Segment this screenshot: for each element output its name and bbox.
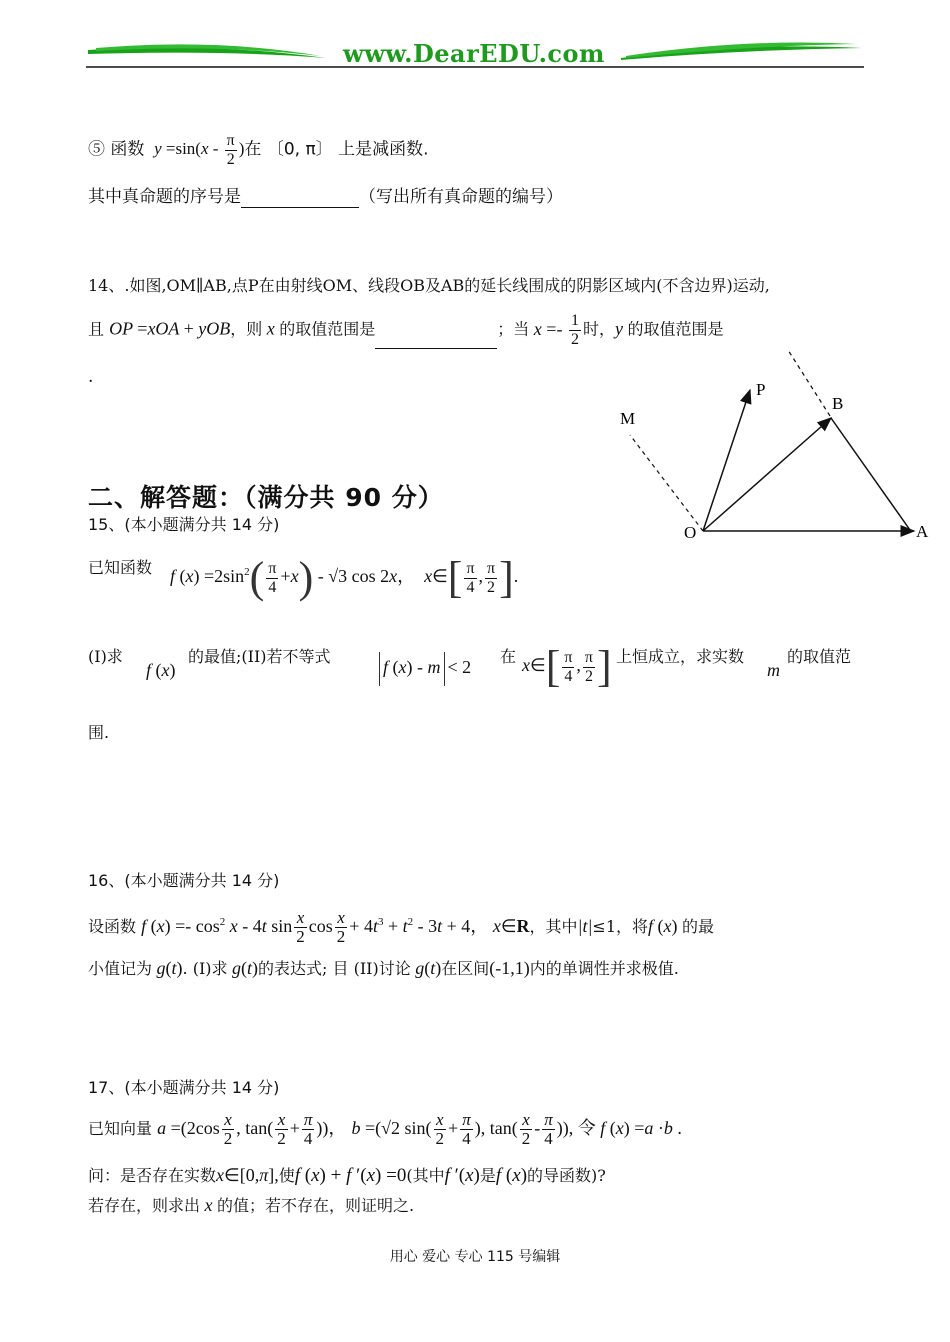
q16-line2 bbox=[88, 957, 679, 980]
q15-var-m: m bbox=[767, 660, 780, 680]
q17-line2 bbox=[88, 1164, 606, 1187]
footer: 用心 爱心 专心 115 号编辑 bbox=[389, 1249, 561, 1265]
q17-fx: f (x) bbox=[495, 1165, 528, 1186]
q17-vector-a: a =(2cos $\frac{x}{2}$ , tan( $\frac{x}{2}$ + $\frac{\pi}{4}$ ))， bbox=[157, 1110, 347, 1149]
q13-item5-prefix: ⑤ 函数 bbox=[88, 139, 145, 160]
q16-cond3: 的最 bbox=[682, 917, 715, 936]
q13-answer-prompt: 其中真命题的序号是 bbox=[88, 187, 241, 207]
q13-formula: y =sin(x - $\frac{\pi}{2}$ ) bbox=[149, 132, 245, 168]
q16-line2c: 的表达式; 目 (II)讨论 bbox=[258, 959, 411, 978]
q13-answer-line bbox=[88, 186, 563, 208]
q17-header: 17、(本小题满分共 14 分) bbox=[88, 1078, 280, 1097]
q16-gt-2: g(t) bbox=[227, 958, 259, 978]
ray-om bbox=[630, 435, 703, 531]
q14-text-a: 且 bbox=[88, 319, 105, 339]
q15-part1e: 的取值范 bbox=[787, 647, 852, 666]
q16-line1 bbox=[88, 902, 714, 947]
q15-part1d: 上恒成立，求实数 bbox=[616, 647, 745, 666]
q15-part1b: 的最值;(II)若不等式 bbox=[188, 647, 331, 666]
q17-vector-b: b =(√2 sin( $\frac{x}{2}$ + $\frac{\pi}{4}$ ), tan( $\frac{x}{2}$ - $\frac{\pi}{4}$ )), 令 f (x) =a ·b . bbox=[351, 1110, 682, 1149]
q15-interval: x∈[ $\frac{\pi}{4}$ , $\frac{\pi}{2}$ ] bbox=[522, 642, 612, 691]
label-b: B bbox=[832, 394, 844, 413]
q16-line2b: . (I)求 bbox=[182, 959, 228, 978]
q14-text-c: 的取值范围是 bbox=[279, 319, 376, 339]
section2-title: 二、解答题：（满分共 90 分） bbox=[88, 483, 444, 512]
q16-header: 16、(本小题满分共 14 分) bbox=[88, 871, 280, 890]
q16-cond2: ≤1，将 bbox=[592, 917, 649, 936]
extension-ab bbox=[788, 350, 830, 416]
q14-text-b: ，则 bbox=[230, 319, 263, 339]
q16-function-formula: f $(x) =- \cos^2 x - 4t$ sin $\frac{x}{2}$ cos $\frac{x}{2}$ + $4t^3 + t^2 - 3t + 4$， x∈R bbox=[141, 908, 530, 947]
q13-answer-note: （写出所有真命题的编号） bbox=[359, 187, 563, 207]
q14-text-f: 的取值范围是 bbox=[627, 319, 724, 339]
q16-given: 设函数 bbox=[88, 917, 137, 936]
q17-line3b: 的值；若不存在，则证明之. bbox=[217, 1196, 415, 1215]
q16-cond: ，其中 bbox=[529, 917, 578, 936]
q17-line3: 若存在，则求出 bbox=[88, 1196, 201, 1215]
q17-line2c: (其中 bbox=[406, 1166, 445, 1185]
q16-gt-3: g(t) bbox=[410, 958, 442, 978]
q14-var-y: y bbox=[614, 318, 628, 339]
q15-header: 15、(本小题满分共 14 分) bbox=[88, 515, 280, 534]
q14-text-d: ；当 bbox=[497, 319, 530, 339]
q14-diagram bbox=[600, 340, 940, 560]
q15-fx: f (x) bbox=[146, 660, 176, 680]
q15-part1: (I)求 bbox=[88, 647, 123, 666]
q17-var-x: x bbox=[200, 1195, 218, 1215]
q17-fprime: f ′(x) bbox=[444, 1165, 480, 1186]
q16-line2d: 在区间 bbox=[441, 959, 490, 978]
q17-given: 已知向量 bbox=[88, 1119, 153, 1138]
q13-item5 bbox=[88, 132, 429, 169]
q16-line2a: 小值记为 bbox=[88, 959, 153, 978]
q16-fx: f (x) bbox=[648, 916, 678, 936]
q15-part1c: 在 bbox=[500, 647, 517, 666]
q15-parts bbox=[88, 646, 123, 668]
q15-given-text: 已知函数 bbox=[88, 558, 153, 577]
q17-line3 bbox=[88, 1194, 414, 1217]
q13-answer-blank[interactable] bbox=[241, 207, 359, 208]
header-banner bbox=[86, 36, 864, 72]
q14-var-x: x bbox=[262, 318, 280, 339]
site-logo: www.DearEDU.com bbox=[343, 39, 605, 68]
segment-ba bbox=[831, 418, 910, 530]
q17-equation: f (x) + f ′(x) =0 bbox=[294, 1165, 407, 1186]
label-o: O bbox=[684, 523, 697, 542]
q16-line2e: 内的单调性并求极值. bbox=[529, 959, 679, 978]
q15-tail: 围. bbox=[88, 723, 110, 742]
q14-text-e: 时， bbox=[582, 319, 615, 339]
q17-x-domain: x∈[0,π], bbox=[216, 1165, 279, 1185]
q15-given bbox=[88, 557, 152, 579]
q16-abs-t: |t| bbox=[577, 916, 593, 936]
q17-line2d: 是 bbox=[479, 1166, 496, 1185]
q14-x-value: x =- $\frac{1}{2}$ bbox=[529, 312, 579, 348]
label-p: P bbox=[756, 380, 766, 399]
q15-inequality: f (x) - m < 2 bbox=[376, 652, 471, 686]
label-m: M bbox=[620, 409, 636, 428]
q14-blank-1[interactable] bbox=[375, 348, 497, 349]
q17-line1 bbox=[88, 1108, 682, 1149]
q14-vector-eq: OP =xOA + yOB bbox=[109, 318, 231, 339]
q16-interval: (-1,1) bbox=[489, 958, 530, 978]
q14-line1: 14、.如图,OM∥AB,点P在由射线OM、线段OB及AB的延长线围成的阴影区域内(不含边界)运动, bbox=[88, 276, 770, 295]
label-a: A bbox=[916, 522, 929, 541]
q16-gt-1: g(t) bbox=[152, 958, 183, 978]
q17-line2e: 的导函数)? bbox=[527, 1166, 606, 1185]
q15-function-formula: f $(x) =2\sin^2$( $\frac{\pi}{4}$ +x) - √3 cos 2x， x∈[ $\frac{\pi}{4}$ , $\frac{\pi}{2}$ ]. bbox=[170, 553, 519, 602]
q13-item5-interval: 在 〔0, π〕 上是减函数. bbox=[244, 139, 429, 160]
q14-line3: . bbox=[88, 367, 94, 387]
q17-line2b: 使 bbox=[278, 1166, 295, 1185]
q17-line2: 问：是否存在实数 bbox=[88, 1166, 217, 1185]
